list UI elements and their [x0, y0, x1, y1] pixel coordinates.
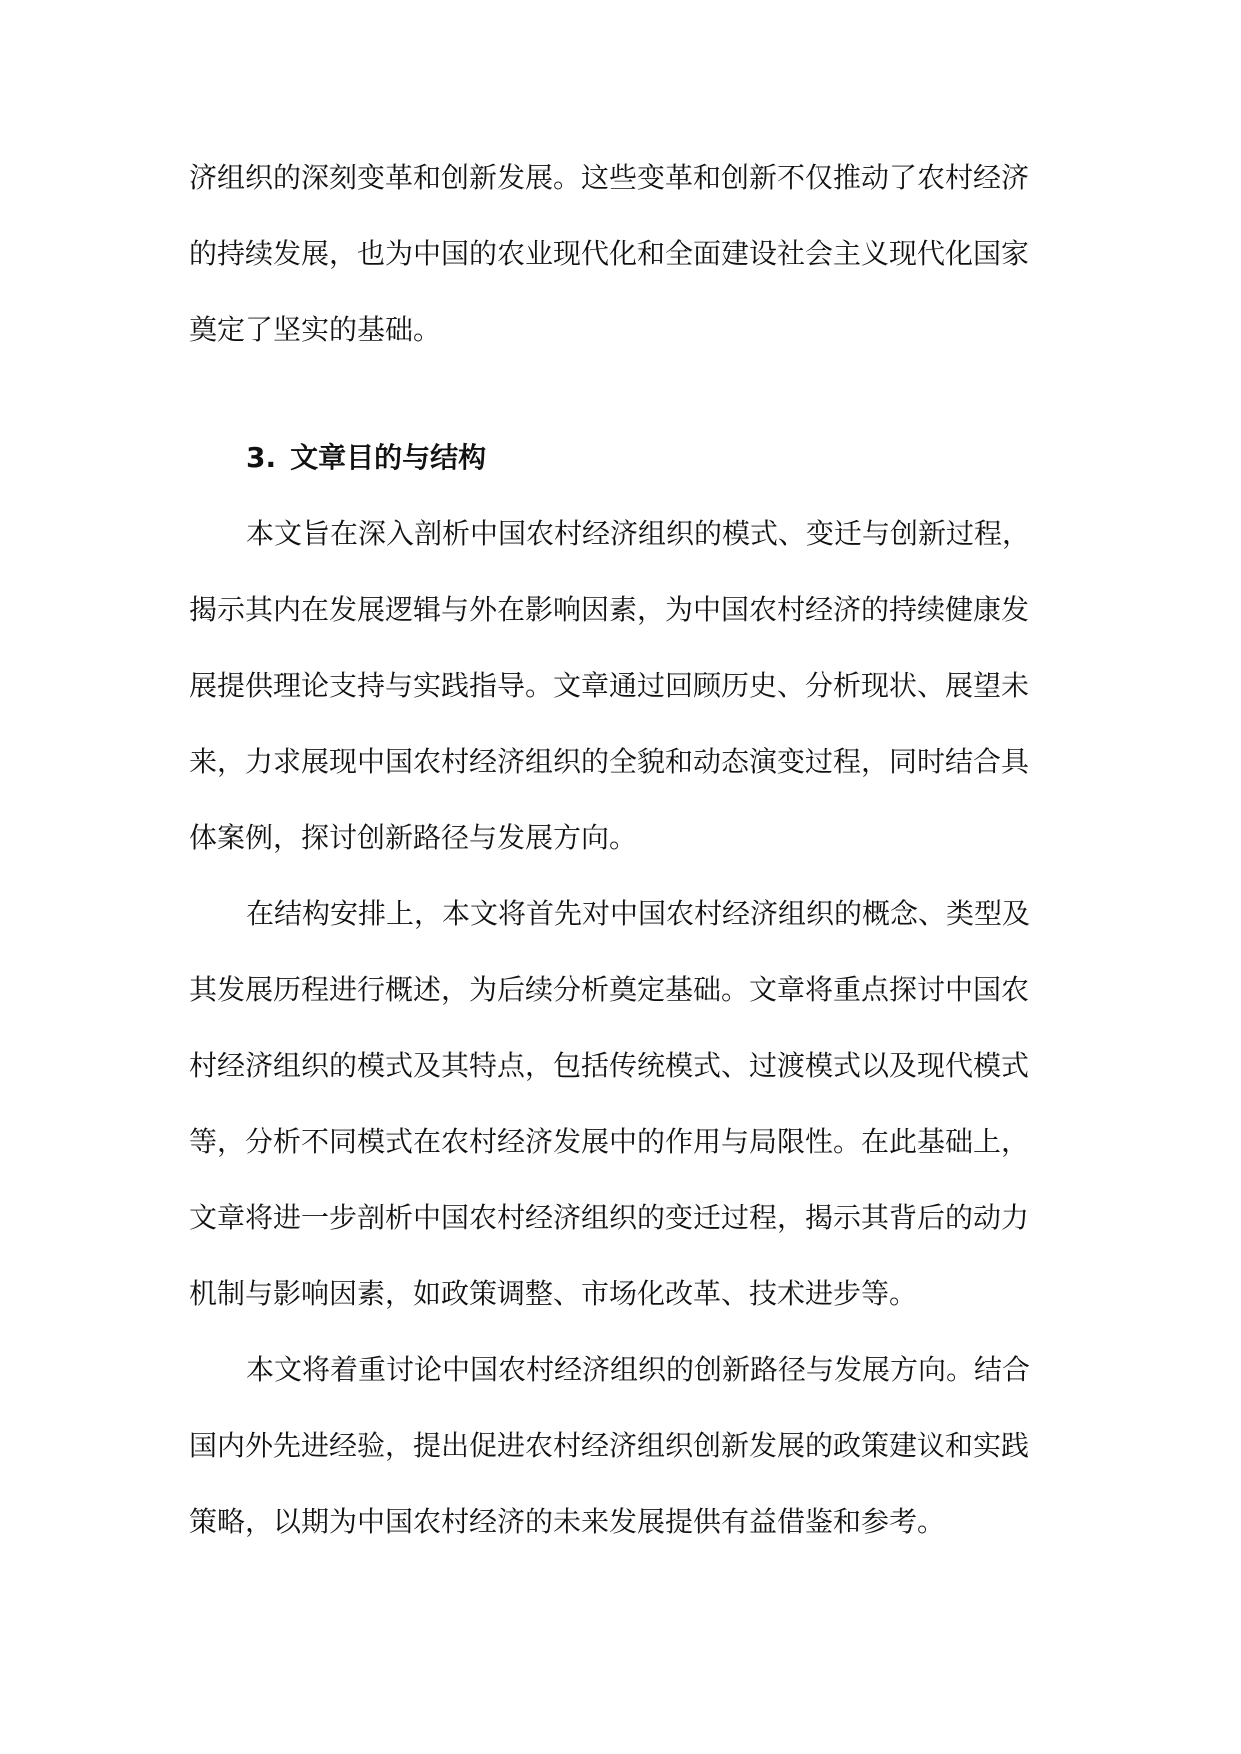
- text-line: 展提供理论支持与实践指导。文章通过回顾历史、分析现状、展望未: [189, 669, 1030, 702]
- paragraph-purpose: [189, 496, 1061, 876]
- paragraph-focus: [189, 1332, 1061, 1560]
- text-line: 等，分析不同模式在农村经济发展中的作用与局限性。在此基础上，: [189, 1125, 1030, 1158]
- text-line: 体案例，探讨创新路径与发展方向。: [189, 821, 638, 854]
- paragraph-structure: [189, 876, 1061, 1332]
- document-body: [189, 140, 1061, 1560]
- text-line: 其发展历程进行概述，为后续分析奠定基础。文章将重点探讨中国农: [189, 973, 1030, 1006]
- text-line: 村经济组织的模式及其特点，包括传统模式、过渡模式以及现代模式: [189, 1049, 1030, 1082]
- text-line: 的持续发展，也为中国的农业现代化和全面建设社会主义现代化国家: [189, 237, 1030, 270]
- section-title: 文章目的与结构: [290, 441, 487, 474]
- text-line: 本文旨在深入剖析中国农村经济组织的模式、变迁与创新过程，: [246, 517, 1031, 550]
- text-line: 来，力求展现中国农村经济组织的全貌和动态演变过程，同时结合具: [189, 745, 1030, 778]
- text-line: 策略，以期为中国农村经济的未来发展提供有益借鉴和参考。: [189, 1505, 946, 1538]
- section-heading: [189, 420, 1061, 496]
- text-line: 济组织的深刻变革和创新发展。这些变革和创新不仅推动了农村经济: [189, 161, 1030, 194]
- section-number: 3.: [246, 441, 277, 474]
- text-line: 机制与影响因素，如政策调整、市场化改革、技术进步等。: [189, 1277, 918, 1310]
- text-line: 奠定了坚实的基础。: [189, 313, 442, 346]
- text-line: 本文将着重讨论中国农村经济组织的创新路径与发展方向。结合: [246, 1353, 1031, 1386]
- text-line: 文章将进一步剖析中国农村经济组织的变迁过程，揭示其背后的动力: [189, 1201, 1030, 1234]
- text-line: 在结构安排上，本文将首先对中国农村经济组织的概念、类型及: [246, 897, 1031, 930]
- text-line: 揭示其内在发展逻辑与外在影响因素，为中国农村经济的持续健康发: [189, 593, 1030, 626]
- intro-paragraph: [189, 140, 1061, 368]
- text-line: 国内外先进经验，提出促进农村经济组织创新发展的政策建议和实践: [189, 1429, 1030, 1462]
